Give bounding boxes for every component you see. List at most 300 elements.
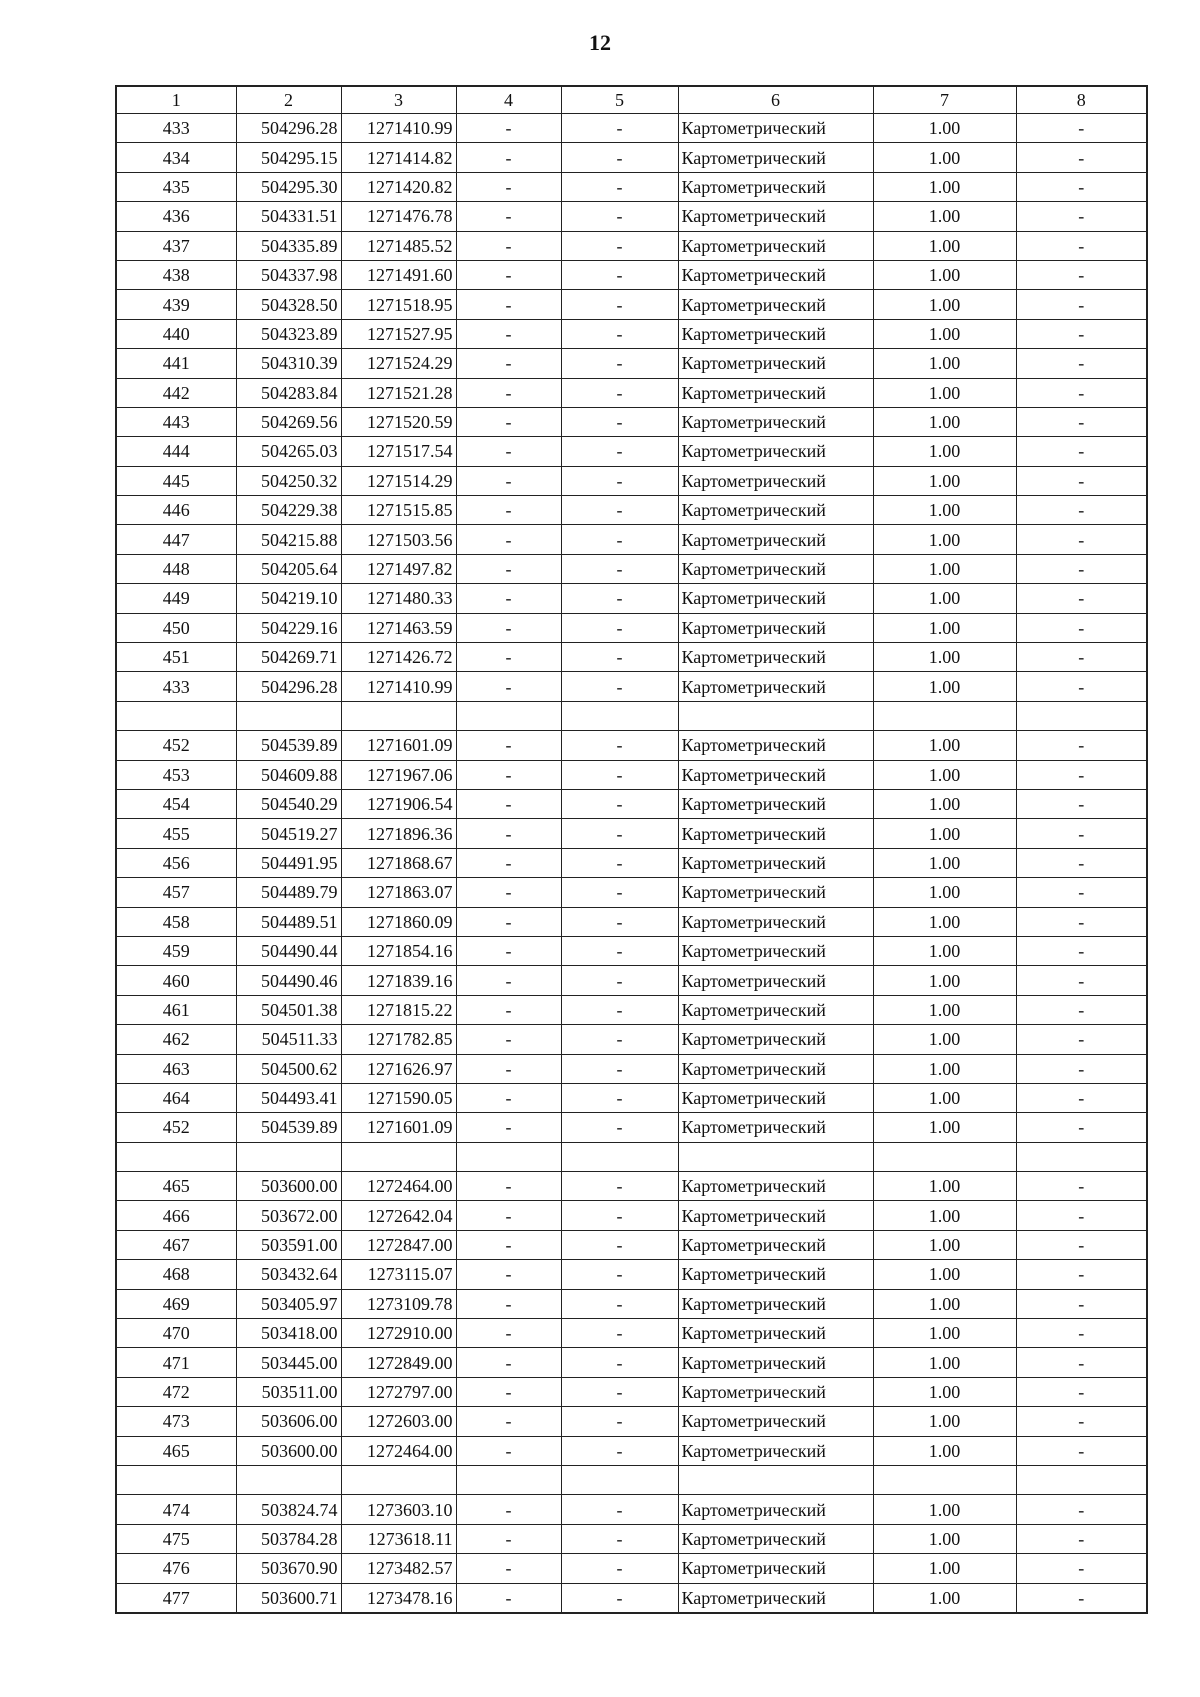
col4-cell: - — [456, 995, 561, 1024]
method-cell: Картометрический — [678, 1260, 873, 1289]
col5-cell: - — [561, 202, 678, 231]
col8-cell: - — [1016, 1436, 1147, 1465]
col8-cell: - — [1016, 172, 1147, 201]
col5-cell: - — [561, 760, 678, 789]
accuracy-cell: 1.00 — [873, 613, 1016, 642]
col5-cell: - — [561, 319, 678, 348]
point-number-cell: 475 — [116, 1524, 236, 1553]
method-cell: Картометрический — [678, 966, 873, 995]
y-coordinate-cell: 1271601.09 — [341, 731, 456, 760]
accuracy-cell: 1.00 — [873, 1436, 1016, 1465]
col8-cell: - — [1016, 1495, 1147, 1524]
method-cell: Картометрический — [678, 643, 873, 672]
method-cell: Картометрический — [678, 290, 873, 319]
table-row — [116, 1201, 1147, 1230]
x-coordinate-cell: 504519.27 — [236, 819, 341, 848]
table-row — [116, 172, 1147, 201]
col4-cell: - — [456, 260, 561, 289]
col5-cell: - — [561, 1583, 678, 1613]
col8-cell: - — [1016, 231, 1147, 260]
method-cell: Картометрический — [678, 789, 873, 818]
table-row — [116, 1319, 1147, 1348]
col8-cell: - — [1016, 1083, 1147, 1112]
y-coordinate-cell: 1271503.56 — [341, 525, 456, 554]
table-row — [116, 672, 1147, 701]
table-row — [116, 1524, 1147, 1553]
x-coordinate-cell: 504296.28 — [236, 672, 341, 701]
method-cell: Картометрический — [678, 672, 873, 701]
col4-cell: - — [456, 1083, 561, 1112]
y-coordinate-cell: 1271521.28 — [341, 378, 456, 407]
x-coordinate-cell: 504283.84 — [236, 378, 341, 407]
accuracy-cell: 1.00 — [873, 1025, 1016, 1054]
empty-cell — [873, 701, 1016, 730]
point-number-cell: 464 — [116, 1083, 236, 1112]
col8-cell: - — [1016, 1377, 1147, 1406]
accuracy-cell: 1.00 — [873, 1377, 1016, 1406]
point-number-cell: 446 — [116, 496, 236, 525]
point-number-cell: 436 — [116, 202, 236, 231]
accuracy-cell: 1.00 — [873, 1554, 1016, 1583]
col5-cell: - — [561, 1407, 678, 1436]
table-row — [116, 936, 1147, 965]
col4-cell: - — [456, 1201, 561, 1230]
accuracy-cell: 1.00 — [873, 554, 1016, 583]
x-coordinate-cell: 504229.16 — [236, 613, 341, 642]
x-coordinate-cell: 504295.15 — [236, 143, 341, 172]
method-cell: Картометрический — [678, 172, 873, 201]
point-number-cell: 466 — [116, 1201, 236, 1230]
col8-cell: - — [1016, 437, 1147, 466]
col8-cell: - — [1016, 1289, 1147, 1318]
col4-cell: - — [456, 1289, 561, 1318]
x-coordinate-cell: 504250.32 — [236, 466, 341, 495]
table-row — [116, 1348, 1147, 1377]
table-row — [116, 760, 1147, 789]
accuracy-cell: 1.00 — [873, 1495, 1016, 1524]
y-coordinate-cell: 1273603.10 — [341, 1495, 456, 1524]
x-coordinate-cell: 504215.88 — [236, 525, 341, 554]
col8-cell: - — [1016, 554, 1147, 583]
y-coordinate-cell: 1271601.09 — [341, 1113, 456, 1142]
col8-cell: - — [1016, 349, 1147, 378]
col5-cell: - — [561, 1524, 678, 1553]
x-coordinate-cell: 504219.10 — [236, 584, 341, 613]
point-number-cell: 463 — [116, 1054, 236, 1083]
y-coordinate-cell: 1271906.54 — [341, 789, 456, 818]
x-coordinate-cell: 503672.00 — [236, 1201, 341, 1230]
method-cell: Картометрический — [678, 114, 873, 143]
method-cell: Картометрический — [678, 848, 873, 877]
point-number-cell: 434 — [116, 143, 236, 172]
col4-cell: - — [456, 290, 561, 319]
table-row — [116, 554, 1147, 583]
y-coordinate-cell: 1271854.16 — [341, 936, 456, 965]
col4-cell: - — [456, 1377, 561, 1406]
table-row — [116, 1495, 1147, 1524]
col4-cell: - — [456, 789, 561, 818]
accuracy-cell: 1.00 — [873, 672, 1016, 701]
accuracy-cell: 1.00 — [873, 1407, 1016, 1436]
method-cell: Картометрический — [678, 1083, 873, 1112]
point-number-cell: 448 — [116, 554, 236, 583]
table-row — [116, 1407, 1147, 1436]
method-cell: Картометрический — [678, 319, 873, 348]
col8-cell: - — [1016, 848, 1147, 877]
col4-cell: - — [456, 525, 561, 554]
empty-cell — [1016, 701, 1147, 730]
x-coordinate-cell: 503511.00 — [236, 1377, 341, 1406]
col5-cell: - — [561, 1230, 678, 1259]
col8-cell: - — [1016, 995, 1147, 1024]
method-cell: Картометрический — [678, 1554, 873, 1583]
col5-cell: - — [561, 114, 678, 143]
column-header: 8 — [1016, 86, 1147, 114]
col5-cell: - — [561, 848, 678, 877]
point-number-cell: 459 — [116, 936, 236, 965]
y-coordinate-cell: 1271480.33 — [341, 584, 456, 613]
method-cell: Картометрический — [678, 1407, 873, 1436]
x-coordinate-cell: 503670.90 — [236, 1554, 341, 1583]
method-cell: Картометрический — [678, 231, 873, 260]
col5-cell: - — [561, 143, 678, 172]
empty-cell — [236, 1142, 341, 1171]
table-separator-row — [116, 1465, 1147, 1494]
empty-cell — [873, 1142, 1016, 1171]
table-row — [116, 260, 1147, 289]
accuracy-cell: 1.00 — [873, 1201, 1016, 1230]
empty-cell — [236, 701, 341, 730]
method-cell: Картометрический — [678, 760, 873, 789]
point-number-cell: 476 — [116, 1554, 236, 1583]
accuracy-cell: 1.00 — [873, 1260, 1016, 1289]
x-coordinate-cell: 503591.00 — [236, 1230, 341, 1259]
empty-cell — [678, 701, 873, 730]
x-coordinate-cell: 503824.74 — [236, 1495, 341, 1524]
accuracy-cell: 1.00 — [873, 731, 1016, 760]
method-cell: Картометрический — [678, 407, 873, 436]
method-cell: Картометрический — [678, 1348, 873, 1377]
method-cell: Картометрический — [678, 731, 873, 760]
point-number-cell: 450 — [116, 613, 236, 642]
column-header: 7 — [873, 86, 1016, 114]
point-number-cell: 470 — [116, 1319, 236, 1348]
col4-cell: - — [456, 1054, 561, 1083]
column-header: 6 — [678, 86, 873, 114]
x-coordinate-cell: 504295.30 — [236, 172, 341, 201]
point-number-cell: 467 — [116, 1230, 236, 1259]
point-number-cell: 456 — [116, 848, 236, 877]
col8-cell: - — [1016, 1172, 1147, 1201]
point-number-cell: 440 — [116, 319, 236, 348]
accuracy-cell: 1.00 — [873, 1083, 1016, 1112]
table-row — [116, 966, 1147, 995]
y-coordinate-cell: 1273618.11 — [341, 1524, 456, 1553]
table-row — [116, 525, 1147, 554]
col8-cell: - — [1016, 1554, 1147, 1583]
col8-cell: - — [1016, 1407, 1147, 1436]
col4-cell: - — [456, 643, 561, 672]
x-coordinate-cell: 504539.89 — [236, 731, 341, 760]
col4-cell: - — [456, 437, 561, 466]
method-cell: Картометрический — [678, 554, 873, 583]
x-coordinate-cell: 504511.33 — [236, 1025, 341, 1054]
table-row — [116, 878, 1147, 907]
empty-cell — [341, 701, 456, 730]
y-coordinate-cell: 1271410.99 — [341, 114, 456, 143]
table-row — [116, 496, 1147, 525]
point-number-cell: 449 — [116, 584, 236, 613]
y-coordinate-cell: 1271414.82 — [341, 143, 456, 172]
point-number-cell: 447 — [116, 525, 236, 554]
col5-cell: - — [561, 1289, 678, 1318]
empty-cell — [561, 1142, 678, 1171]
empty-cell — [561, 1465, 678, 1494]
col4-cell: - — [456, 319, 561, 348]
table-row — [116, 1113, 1147, 1142]
col5-cell: - — [561, 643, 678, 672]
x-coordinate-cell: 504500.62 — [236, 1054, 341, 1083]
col8-cell: - — [1016, 613, 1147, 642]
col4-cell: - — [456, 936, 561, 965]
col5-cell: - — [561, 1436, 678, 1465]
col5-cell: - — [561, 407, 678, 436]
accuracy-cell: 1.00 — [873, 1054, 1016, 1083]
col4-cell: - — [456, 231, 561, 260]
col5-cell: - — [561, 231, 678, 260]
y-coordinate-cell: 1271860.09 — [341, 907, 456, 936]
x-coordinate-cell: 504265.03 — [236, 437, 341, 466]
x-coordinate-cell: 504323.89 — [236, 319, 341, 348]
col4-cell: - — [456, 143, 561, 172]
method-cell: Картометрический — [678, 1524, 873, 1553]
col8-cell: - — [1016, 143, 1147, 172]
method-cell: Картометрический — [678, 1230, 873, 1259]
col4-cell: - — [456, 1436, 561, 1465]
col4-cell: - — [456, 878, 561, 907]
col4-cell: - — [456, 819, 561, 848]
method-cell: Картометрический — [678, 1319, 873, 1348]
accuracy-cell: 1.00 — [873, 378, 1016, 407]
col5-cell: - — [561, 672, 678, 701]
table-header-row — [116, 86, 1147, 114]
table-row — [116, 789, 1147, 818]
col4-cell: - — [456, 1113, 561, 1142]
col5-cell: - — [561, 1495, 678, 1524]
x-coordinate-cell: 504229.38 — [236, 496, 341, 525]
col4-cell: - — [456, 202, 561, 231]
accuracy-cell: 1.00 — [873, 437, 1016, 466]
y-coordinate-cell: 1271590.05 — [341, 1083, 456, 1112]
col5-cell: - — [561, 1348, 678, 1377]
col5-cell: - — [561, 1377, 678, 1406]
col5-cell: - — [561, 378, 678, 407]
y-coordinate-cell: 1273115.07 — [341, 1260, 456, 1289]
x-coordinate-cell: 504337.98 — [236, 260, 341, 289]
empty-cell — [116, 701, 236, 730]
method-cell: Картометрический — [678, 995, 873, 1024]
method-cell: Картометрический — [678, 878, 873, 907]
col5-cell: - — [561, 584, 678, 613]
y-coordinate-cell: 1271524.29 — [341, 349, 456, 378]
col8-cell: - — [1016, 496, 1147, 525]
point-number-cell: 465 — [116, 1172, 236, 1201]
x-coordinate-cell: 504269.71 — [236, 643, 341, 672]
col5-cell: - — [561, 496, 678, 525]
accuracy-cell: 1.00 — [873, 1348, 1016, 1377]
accuracy-cell: 1.00 — [873, 966, 1016, 995]
y-coordinate-cell: 1271520.59 — [341, 407, 456, 436]
col4-cell: - — [456, 907, 561, 936]
point-number-cell: 452 — [116, 731, 236, 760]
x-coordinate-cell: 504490.46 — [236, 966, 341, 995]
accuracy-cell: 1.00 — [873, 995, 1016, 1024]
column-header: 1 — [116, 86, 236, 114]
table-row — [116, 1583, 1147, 1613]
x-coordinate-cell: 503445.00 — [236, 1348, 341, 1377]
col8-cell: - — [1016, 407, 1147, 436]
y-coordinate-cell: 1271967.06 — [341, 760, 456, 789]
accuracy-cell: 1.00 — [873, 260, 1016, 289]
method-cell: Картометрический — [678, 1583, 873, 1613]
accuracy-cell: 1.00 — [873, 202, 1016, 231]
method-cell: Картометрический — [678, 1201, 873, 1230]
method-cell: Картометрический — [678, 936, 873, 965]
col8-cell: - — [1016, 1230, 1147, 1259]
method-cell: Картометрический — [678, 260, 873, 289]
y-coordinate-cell: 1271491.60 — [341, 260, 456, 289]
col5-cell: - — [561, 907, 678, 936]
y-coordinate-cell: 1271863.07 — [341, 878, 456, 907]
accuracy-cell: 1.00 — [873, 760, 1016, 789]
col5-cell: - — [561, 1113, 678, 1142]
y-coordinate-cell: 1272847.00 — [341, 1230, 456, 1259]
col5-cell: - — [561, 731, 678, 760]
empty-cell — [116, 1465, 236, 1494]
col8-cell: - — [1016, 936, 1147, 965]
table-row — [116, 1289, 1147, 1318]
x-coordinate-cell: 503784.28 — [236, 1524, 341, 1553]
x-coordinate-cell: 504331.51 — [236, 202, 341, 231]
col8-cell: - — [1016, 1524, 1147, 1553]
col8-cell: - — [1016, 525, 1147, 554]
col4-cell: - — [456, 172, 561, 201]
y-coordinate-cell: 1271518.95 — [341, 290, 456, 319]
table-row — [116, 584, 1147, 613]
y-coordinate-cell: 1271815.22 — [341, 995, 456, 1024]
accuracy-cell: 1.00 — [873, 172, 1016, 201]
point-number-cell: 458 — [116, 907, 236, 936]
col8-cell: - — [1016, 672, 1147, 701]
table-row — [116, 819, 1147, 848]
empty-cell — [1016, 1142, 1147, 1171]
y-coordinate-cell: 1271782.85 — [341, 1025, 456, 1054]
col4-cell: - — [456, 1348, 561, 1377]
y-coordinate-cell: 1272603.00 — [341, 1407, 456, 1436]
col8-cell: - — [1016, 643, 1147, 672]
method-cell: Картометрический — [678, 1172, 873, 1201]
table-row — [116, 378, 1147, 407]
table-row — [116, 437, 1147, 466]
x-coordinate-cell: 504328.50 — [236, 290, 341, 319]
empty-cell — [456, 1142, 561, 1171]
col4-cell: - — [456, 554, 561, 583]
accuracy-cell: 1.00 — [873, 907, 1016, 936]
accuracy-cell: 1.00 — [873, 231, 1016, 260]
col8-cell: - — [1016, 466, 1147, 495]
x-coordinate-cell: 504491.95 — [236, 848, 341, 877]
col8-cell: - — [1016, 1201, 1147, 1230]
table-body — [116, 86, 1147, 1613]
x-coordinate-cell: 503600.00 — [236, 1172, 341, 1201]
col4-cell: - — [456, 1230, 561, 1259]
y-coordinate-cell: 1271410.99 — [341, 672, 456, 701]
method-cell: Картометрический — [678, 1377, 873, 1406]
x-coordinate-cell: 504489.51 — [236, 907, 341, 936]
method-cell: Картометрический — [678, 584, 873, 613]
col5-cell: - — [561, 878, 678, 907]
y-coordinate-cell: 1271868.67 — [341, 848, 456, 877]
point-number-cell: 444 — [116, 437, 236, 466]
col5-cell: - — [561, 466, 678, 495]
col5-cell: - — [561, 1554, 678, 1583]
y-coordinate-cell: 1271426.72 — [341, 643, 456, 672]
point-number-cell: 433 — [116, 672, 236, 701]
x-coordinate-cell: 504539.89 — [236, 1113, 341, 1142]
col8-cell: - — [1016, 1260, 1147, 1289]
point-number-cell: 451 — [116, 643, 236, 672]
col5-cell: - — [561, 1172, 678, 1201]
col8-cell: - — [1016, 290, 1147, 319]
col4-cell: - — [456, 1583, 561, 1613]
col5-cell: - — [561, 1083, 678, 1112]
point-number-cell: 443 — [116, 407, 236, 436]
empty-cell — [341, 1142, 456, 1171]
point-number-cell: 457 — [116, 878, 236, 907]
y-coordinate-cell: 1273109.78 — [341, 1289, 456, 1318]
method-cell: Картометрический — [678, 349, 873, 378]
col8-cell: - — [1016, 1025, 1147, 1054]
y-coordinate-cell: 1272642.04 — [341, 1201, 456, 1230]
point-number-cell: 473 — [116, 1407, 236, 1436]
col5-cell: - — [561, 936, 678, 965]
empty-cell — [456, 701, 561, 730]
table-row — [116, 290, 1147, 319]
method-cell: Картометрический — [678, 466, 873, 495]
accuracy-cell: 1.00 — [873, 290, 1016, 319]
col4-cell: - — [456, 1495, 561, 1524]
accuracy-cell: 1.00 — [873, 1524, 1016, 1553]
method-cell: Картометрический — [678, 437, 873, 466]
col5-cell: - — [561, 819, 678, 848]
col8-cell: - — [1016, 260, 1147, 289]
table-separator-row — [116, 1142, 1147, 1171]
col4-cell: - — [456, 466, 561, 495]
table-row — [116, 995, 1147, 1024]
col4-cell: - — [456, 1260, 561, 1289]
col8-cell: - — [1016, 1113, 1147, 1142]
y-coordinate-cell: 1273478.16 — [341, 1583, 456, 1613]
y-coordinate-cell: 1271463.59 — [341, 613, 456, 642]
col4-cell: - — [456, 1554, 561, 1583]
table-row — [116, 848, 1147, 877]
method-cell: Картометрический — [678, 1436, 873, 1465]
accuracy-cell: 1.00 — [873, 819, 1016, 848]
table-row — [116, 349, 1147, 378]
point-number-cell: 462 — [116, 1025, 236, 1054]
point-number-cell: 452 — [116, 1113, 236, 1142]
coordinates-table — [115, 85, 1148, 1614]
